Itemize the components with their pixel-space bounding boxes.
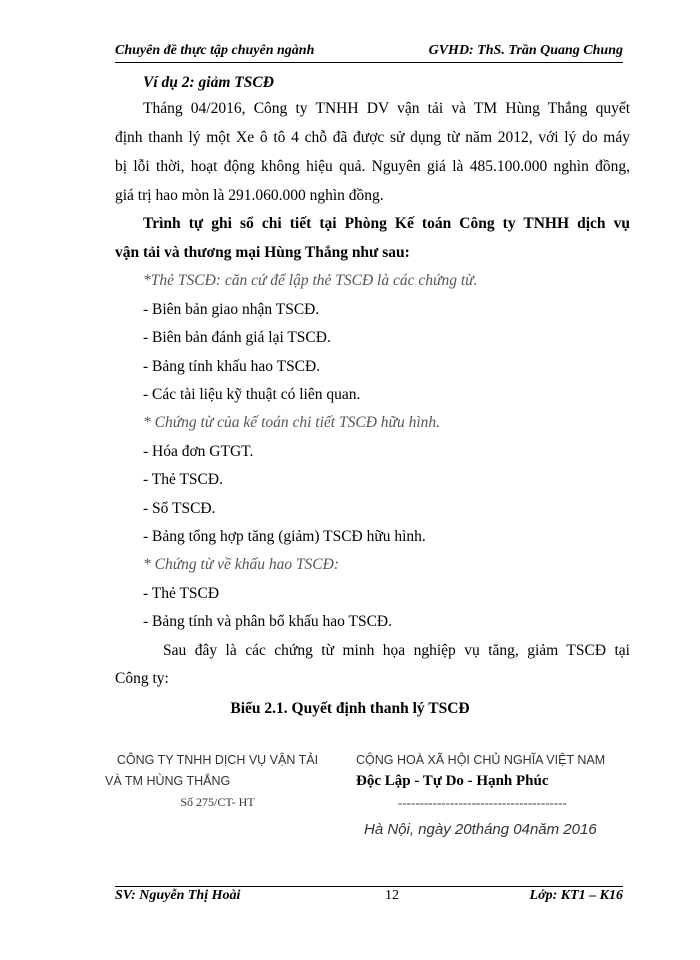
closing-line: Sau đây là các chứng từ minh họa nghiệp vụ tăng, giảm TSCĐ tại bbox=[163, 642, 630, 659]
page-footer bbox=[115, 886, 623, 905]
header-course-title: Chuyên đề thực tập chuyên ngành bbox=[115, 43, 315, 58]
list-item: - Biên bản đánh giá lại TSCĐ. bbox=[143, 329, 331, 346]
paragraph-line: định thanh lý một Xe ô tô 4 chỗ đã được sử dụng từ năm 2012, với lý do máy bbox=[115, 129, 630, 146]
company-name-line2: VÀ TM HÙNG THẮNG bbox=[105, 774, 231, 788]
closing-line: Công ty: bbox=[115, 670, 169, 687]
nation-name: CỘNG HOÀ XÃ HỘI CHỦ NGHĨA VIỆT NAM bbox=[356, 753, 606, 767]
example-title: Ví dụ 2: giảm TSCĐ bbox=[143, 74, 274, 91]
page-header bbox=[115, 42, 623, 63]
card-note: *Thẻ TSCĐ: căn cứ để lập thẻ TSCĐ là các chứng từ. bbox=[143, 272, 478, 289]
list-item: - Hóa đơn GTGT. bbox=[143, 443, 254, 460]
list-item: - Thẻ TSCĐ bbox=[143, 585, 220, 602]
list-item: - Sổ TSCĐ. bbox=[143, 500, 216, 517]
national-motto: Độc Lập - Tự Do - Hạnh Phúc bbox=[356, 773, 549, 789]
list-item: - Bảng tính khấu hao TSCĐ. bbox=[143, 358, 321, 375]
list-item: - Bảng tính và phân bổ khấu hao TSCĐ. bbox=[143, 613, 392, 630]
paragraph-line: bị lỗi thời, hoạt động không hiệu quả. Nguyên giá là 485.100.000 nghìn đồng, bbox=[115, 158, 630, 175]
list-item: - Biên bản giao nhận TSCĐ. bbox=[143, 301, 320, 318]
company-name-line1: CÔNG TY TNHH DỊCH VỤ VẬN TẢI bbox=[116, 753, 319, 767]
company-block bbox=[105, 750, 330, 813]
header-supervisor: GVHD: ThS. Trần Quang Chung bbox=[428, 43, 623, 58]
national-header bbox=[356, 750, 660, 840]
footer-student: SV: Nguyễn Thị Hoài bbox=[115, 888, 241, 903]
depreciation-note: * Chứng từ về khấu hao TSCĐ: bbox=[143, 556, 340, 573]
document-number: Số 275/CT- HT bbox=[180, 795, 255, 809]
document-date: Hà Nội, ngày 20tháng 04năm 2016 bbox=[364, 821, 597, 838]
list-item: - Các tài liệu kỹ thuật có liên quan. bbox=[143, 386, 361, 403]
footer-class: Lớp: KT1 – K16 bbox=[529, 888, 623, 903]
separator-dashes: --------------------------------------- bbox=[398, 795, 567, 810]
page-number: 12 bbox=[385, 888, 399, 903]
procedure-heading: vận tải và thương mại Hùng Thắng như sau: bbox=[115, 244, 410, 261]
ledger-note: * Chứng từ của kế toán chi tiết TSCĐ hữu hình. bbox=[143, 414, 441, 431]
procedure-heading: Trình tự ghi sổ chi tiết tại Phòng Kế toán Công ty TNHH dịch vụ bbox=[143, 215, 630, 232]
figure-caption: Biểu 2.1. Quyết định thanh lý TSCĐ bbox=[230, 700, 470, 717]
list-item: - Bảng tổng hợp tăng (giảm) TSCĐ hữu hình. bbox=[143, 528, 426, 545]
paragraph-line: giá trị hao mòn là 291.060.000 nghìn đồng. bbox=[115, 187, 384, 204]
paragraph-line: Tháng 04/2016, Công ty TNHH DV vận tải và TM Hùng Thắng quyết bbox=[143, 100, 630, 117]
list-item: - Thẻ TSCĐ. bbox=[143, 471, 223, 488]
